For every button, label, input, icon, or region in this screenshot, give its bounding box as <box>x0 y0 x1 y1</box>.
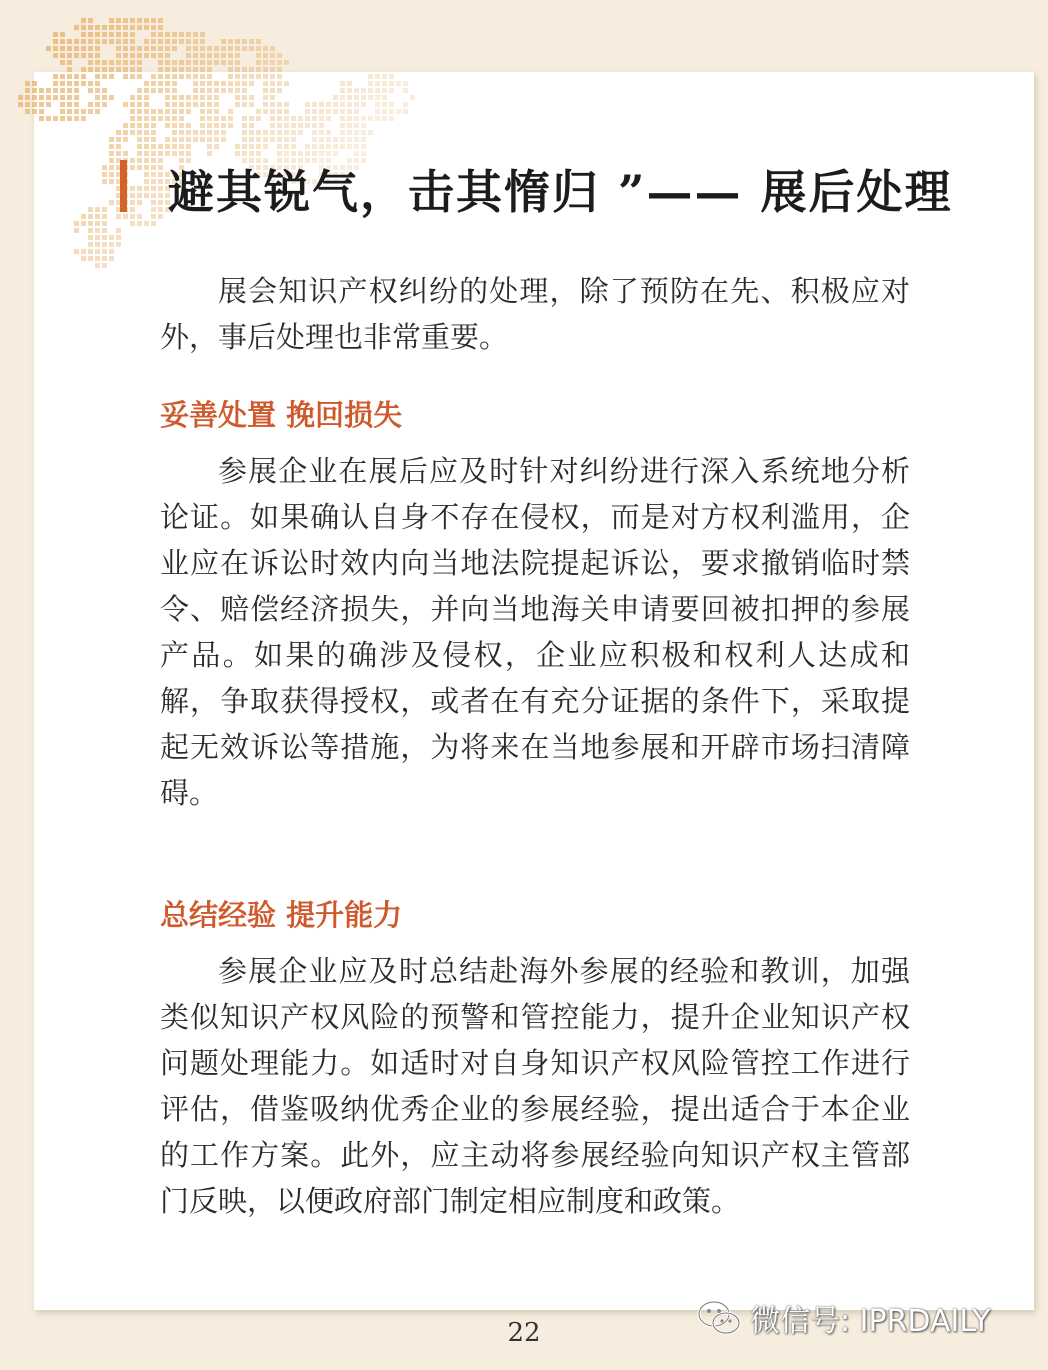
page-title: 避其锐气，击其惰归 ”—— 展后处理 <box>168 165 953 219</box>
page-number: 22 <box>507 1318 541 1348</box>
content <box>160 268 910 1224</box>
world-map-icon <box>0 0 480 280</box>
title-accent-bar <box>120 160 127 212</box>
section-body-1: 参展企业在展后应及时针对纠纷进行深入系统地分析论证。如果确认自身不存在侵权，而是对方权利滥用，企业应在诉讼时效内向当地法院提起诉讼，要求撤销临时禁令、赔偿经济损失，并向当地海关申请要回被扣押的参展产品。如果的确涉及侵权，企业应积极和权利人达成和解，争取获得授权，或者在有充分证据的条件下，采取提起无效诉讼等措施，为将来在当地参展和开辟市场扫清障碍。 <box>160 454 910 810</box>
wechat-icon <box>696 1298 742 1338</box>
section-heading-2: 总结经验 提升能力 <box>160 898 403 932</box>
watermark-text: 微信号: IPRDAILY <box>750 1304 991 1339</box>
section-body-2: 参展企业应及时总结赴海外参展的经验和教训，加强类似知识产权风险的预警和管控能力，提升企业知识产权问题处理能力。如适时对自身知识产权风险管控工作进行评估，借鉴吸纳优秀企业的参展经验，提出适合于本企业的工作方案。此外，应主动将参展经验向知识产权主管部门反映，以便政府部门制定相应制度和政策。 <box>160 954 910 1218</box>
intro-paragraph: 展会知识产权纠纷的处理，除了预防在先、积极应对外，事后处理也非常重要。 <box>160 274 910 354</box>
section-heading-1: 妥善处置 挽回损失 <box>160 398 403 432</box>
watermark <box>696 1296 990 1340</box>
